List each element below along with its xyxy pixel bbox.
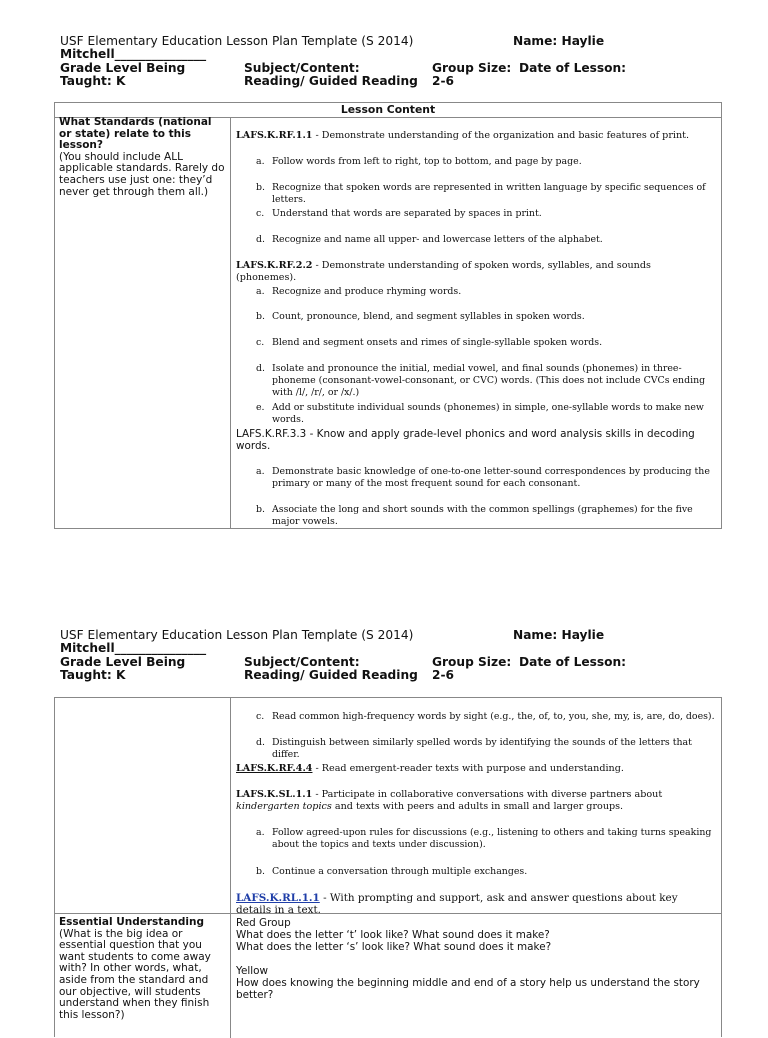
standard-text: - Read emergent-reader texts with purpose and understanding. (312, 763, 624, 774)
essential-understanding-label-cell (59, 917, 227, 1021)
standards-question: What Standards (national or state) relate to this lesson? (59, 116, 212, 152)
essential-understanding-content-cell (236, 917, 714, 1027)
standard-code: LAFS.K.RF.4.4 (236, 763, 313, 774)
standard-code: LAFS.K.RF.2.2 (236, 260, 313, 271)
subject-content: Subject/Content: Reading/ Guided Reading (244, 61, 418, 88)
lesson-date: Date of Lesson: (519, 61, 627, 75)
standard-rf33: LAFS.K.RF.3.3 - Know and apply grade-level phonics and word analysis skills in decoding words. (236, 428, 695, 452)
standard-rl11 (236, 892, 714, 916)
standards-note: (You should include ALL applicable standards. Rarely do teachers use just one: they’d never get through them all.) (59, 150, 225, 198)
standards-continued-cell: c. Read common high-frequency words by sight (e.g., the, of, to, you, she, my, is, are, do, does). d. Distinguish between similarly spelled words by identifying the sounds of the letters that differ. LAFS.K.RF.4.4 - Read emergent-reader texts with purpose and understanding. LAFS.K.SL.1.1 - Participate in collaborative conversations with diverse partners about kindergarten topics and texts with peers and adults in small and larger groups. a. Follow agreed-upon rules for discussions (e.g., listening to others and taking turns speaking about the topics and texts under discussion). b. Continue a conversation through multiple exchanges. LAFS.K.RL.1.1 - With prompting and support, ask and answer questions about key details in a text. (236, 711, 715, 916)
template-title: USF Elementary Education Lesson Plan Template (S 2014) (60, 34, 414, 48)
standard-rf11 (236, 130, 714, 142)
student-surname: Mitchell_______________ (60, 641, 207, 655)
lesson-content-heading: Lesson Content (55, 103, 721, 118)
group-size: Group Size: 2-6 (432, 655, 512, 682)
standard-text: - Demonstrate understanding of spoken words, syllables, and sounds (phonemes). (236, 260, 651, 283)
column-divider (230, 698, 231, 1038)
page2-header (60, 629, 700, 685)
group-size: Group Size: 2-6 (432, 61, 512, 88)
standards-content-cell: LAFS.K.RF.1.1 - Demonstrate understanding of the organization and basic features of print. a. Follow words from left to right, top to bottom, and page by page. b. Recognize that spoken words are represented in written language by specific sequences of letters. c. Understand that words are separated by spaces in print. d. Recognize and name all upper- and lowercase letters of the alphabet. LAFS.K.RF.2.2 - Demonstrate understanding of spoken words, syllables, and sounds (phonemes). a. Recognize and produce rhyming words. b. Count, pronounce, blend, and segment syllables in spoken words. c. Blend and segment onsets and rimes of single-syllable spoken words. d. Isolate and pronounce the initial, medial vowel, and final sounds (phonemes) in three-phoneme (consonant-vowel-consonant, or CVC) words. (This does not include CVCs ending with /l/, /r/, or /x/.) e. Add or substitute individual sounds (phonemes) in simple, one-syllable words to make new words. LAFS.K.RF.3.3 - Know and apply grade-level phonics and word analysis skills in decoding words. a. Demonstrate basic knowledge of one-to-one letter-sound correspondences by producing the primary or many of the most frequent sound for each consonant. b. Associate the long and short sounds with the common spellings (graphemes) for the five major vowels. (236, 103, 714, 528)
student-name: Name: Haylie (513, 34, 605, 48)
eu-line: How does knowing the beginning middle and end of a story help us understand the story better? (236, 977, 700, 1001)
lesson-content-table (54, 102, 722, 529)
standard-link[interactable]: LAFS.K.RL.1.1 (236, 892, 320, 904)
template-title: USF Elementary Education Lesson Plan Template (S 2014) (60, 628, 414, 642)
essential-understanding-title: Essential Understanding (59, 916, 204, 928)
standard-text: - With prompting and support, ask and answer questions about key details in a text. (236, 892, 678, 916)
standard-sl11: LAFS.K.SL.1.1 - Participate in collaborative conversations with diverse partners about kindergarten topics and texts with peers and adults in small and larger groups. (236, 789, 663, 812)
standard-rf22 (236, 260, 714, 284)
student-surname: Mitchell_______________ (60, 47, 207, 61)
subject-content: Subject/Content: Reading/ Guided Reading (244, 655, 418, 682)
standards-label-cell (59, 117, 227, 198)
standard-text: - Demonstrate understanding of the organization and basic features of print. (312, 130, 690, 141)
page1-header (60, 35, 700, 91)
standard-code: LAFS.K.SL.1.1 (236, 789, 313, 800)
student-name: Name: Haylie (513, 628, 605, 642)
essential-understanding-note: (What is the big idea or essential question that you want students to come away with? In other words, what, aside from the standard and our objective, will students understand when they finish this lesson?) (59, 927, 211, 1021)
grade-level: Grade Level Being Taught: K (60, 61, 186, 88)
eu-line: Red Group (236, 917, 291, 929)
continued-table (54, 697, 722, 1037)
eu-line: Yellow (236, 965, 268, 977)
eu-line: What does the letter ‘s’ look like? What sound does it make? (236, 941, 552, 953)
grade-level: Grade Level Being Taught: K (60, 655, 186, 682)
standard-rf44 (236, 763, 714, 775)
lesson-date: Date of Lesson: (519, 655, 627, 669)
standard-code: LAFS.K.RF.1.1 (236, 130, 313, 141)
column-divider (230, 117, 231, 528)
eu-line: What does the letter ‘t’ look like? What sound does it make? (236, 929, 550, 941)
